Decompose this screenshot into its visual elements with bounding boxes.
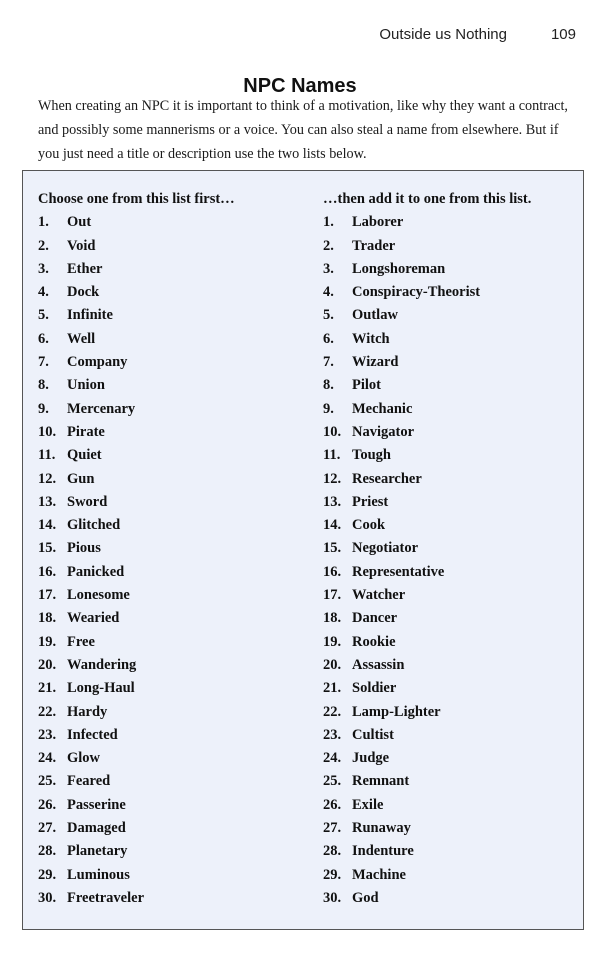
list-item [323,770,573,793]
list-item [38,398,308,421]
list-item [323,840,573,863]
list-item-text: Quiet [67,447,102,464]
list-item-number: 24. [38,750,57,767]
second-list-header: …then add it to one from this list. [323,191,532,207]
list-item-text: Priest [352,493,389,510]
list-item-text: Exile [352,796,384,813]
list-item-text: Judge [352,750,390,767]
list-item-number: 22. [323,703,342,720]
list-item-number: 4. [323,284,334,301]
list-item-text: Trader [352,237,396,254]
list-item-number: 9. [323,400,334,417]
list-item-number: 29. [38,866,57,883]
list-item-text: Navigator [352,423,415,440]
list-item-number: 9. [38,400,49,417]
list-item-text: Negotiator [352,540,419,557]
list-item [38,724,308,747]
list-item-text: Out [67,214,92,231]
list-item-text: Long-Haul [67,680,135,697]
list-item-number: 18. [38,610,57,627]
list-item-number: 15. [38,540,57,557]
list-item-number: 8. [323,377,334,394]
list-item [38,677,308,700]
first-list-rows [38,211,308,910]
list-item-number: 11. [323,447,341,464]
first-list-header: Choose one from this list first… [38,191,235,207]
list-item-text: Representative [352,563,445,580]
list-item [323,607,573,630]
list-item [323,421,573,444]
list-item-number: 6. [323,330,334,347]
list-item [323,794,573,817]
list-item [38,864,308,887]
list-item-number: 20. [323,656,342,673]
list-item-number: 21. [38,680,57,697]
list-item-number: 14. [38,517,57,534]
list-item-number: 19. [323,633,342,650]
page-number: 109 [550,26,576,43]
list-item [38,421,308,444]
list-item-number: 10. [38,423,57,440]
list-item-text: Laborer [352,214,404,231]
list-item [38,351,308,374]
list-item-number: 24. [323,750,342,767]
list-item-text: Luminous [67,866,130,883]
list-item-text: Longshoreman [352,260,446,277]
list-item-text: Ether [67,260,103,277]
list-item [38,747,308,770]
list-item [38,794,308,817]
list-item-number: 2. [38,237,49,254]
list-item-number: 17. [38,587,57,604]
list-item-text: Cook [352,517,386,534]
list-item [323,561,573,584]
list-item-number: 28. [38,843,57,860]
list-item-text: Passerine [67,796,126,813]
list-item-number: 7. [38,354,49,371]
list-item-number: 22. [38,703,57,720]
list-item-text: Company [67,354,128,371]
list-item [38,514,308,537]
list-item-text: Panicked [67,563,125,580]
list-item [323,258,573,281]
list-item-text: Machine [352,866,406,883]
list-item-number: 16. [38,563,57,580]
list-item-text: Hardy [67,703,108,720]
list-item-number: 25. [323,773,342,790]
list-item-number: 15. [323,540,342,557]
second-list [323,188,573,910]
list-item-number: 21. [323,680,342,697]
list-item-text: Watcher [352,587,406,604]
list-item-text: Conspiracy-Theorist [352,284,481,301]
list-item-text: Tough [352,447,391,464]
list-item-text: Lamp-Lighter [352,703,441,720]
list-item-text: Rookie [352,633,396,650]
list-item-number: 10. [323,423,342,440]
list-item-number: 7. [323,354,334,371]
list-item-number: 13. [323,493,342,510]
list-item [323,887,573,910]
list-item-text: Lonesome [67,587,130,604]
list-item-text: Mechanic [352,400,413,417]
list-item [323,864,573,887]
list-item [38,281,308,304]
intro-paragraph [38,94,578,166]
list-item-text: Researcher [352,470,422,487]
list-item-text: Dancer [352,610,398,627]
list-item-text: Soldier [352,680,397,697]
list-item-text: Pious [67,540,101,557]
list-item-number: 29. [323,866,342,883]
list-item-text: Glitched [67,517,121,534]
list-item [323,351,573,374]
list-item-number: 12. [323,470,342,487]
list-item-text: Wearied [67,610,120,627]
list-item [323,724,573,747]
list-item [323,468,573,491]
list-item-number: 13. [38,493,57,510]
list-item [38,607,308,630]
list-item-number: 6. [38,330,49,347]
list-item-text: Dock [67,284,100,301]
list-item [38,537,308,560]
list-item [323,211,573,234]
list-item [323,444,573,467]
list-item-number: 2. [323,237,334,254]
list-item [323,747,573,770]
list-item-text: Freetraveler [67,889,145,906]
list-item-text: Gun [67,470,95,487]
list-item [323,304,573,327]
intro-line: from elsewhere. But if you just need a title or description use the two lists below. [38,122,559,162]
list-item-number: 27. [323,820,342,837]
list-item [323,584,573,607]
list-item-text: Infected [67,726,118,743]
list-item-number: 1. [323,214,334,231]
list-item-number: 16. [323,563,342,580]
list-item-number: 8. [38,377,49,394]
list-item-number: 11. [38,447,56,464]
list-item-text: Planetary [67,843,128,860]
list-item [323,281,573,304]
list-item-text: Feared [67,773,111,790]
list-item-number: 23. [323,726,342,743]
list-item [38,701,308,724]
list-item [323,701,573,724]
list-item [323,514,573,537]
list-item [38,258,308,281]
list-item-number: 1. [38,214,49,231]
list-item [323,631,573,654]
running-title: Outside us Nothing [379,26,507,43]
first-list [38,188,308,910]
list-item [323,398,573,421]
section-title: NPC Names [243,75,357,97]
list-item [323,817,573,840]
list-item [38,770,308,793]
list-item-text: Pirate [67,423,105,440]
list-item [38,468,308,491]
list-item [38,491,308,514]
list-item-text: Pilot [352,377,381,394]
list-item-number: 23. [38,726,57,743]
list-item-number: 4. [38,284,49,301]
list-item-number: 17. [323,587,342,604]
list-item-text: Free [67,633,95,650]
intro-line: a contract, and possibly some mannerisms or a voice. You can also steal a name [38,98,568,138]
list-item-number: 5. [38,307,49,324]
list-item-text: Cultist [352,726,394,743]
list-item [323,491,573,514]
list-item-text: Infinite [67,307,113,324]
list-item-number: 25. [38,773,57,790]
list-item-text: Remnant [352,773,410,790]
list-item [38,304,308,327]
list-item-text: Wizard [352,354,399,371]
list-item-text: Void [67,237,96,254]
list-item [323,374,573,397]
list-item-number: 28. [323,843,342,860]
list-item-number: 30. [38,889,57,906]
list-item-text: Indenture [352,843,414,860]
list-item [323,677,573,700]
list-item [38,561,308,584]
list-item [38,887,308,910]
list-item [38,631,308,654]
list-item-number: 26. [323,796,342,813]
list-item-text: Sword [67,493,108,510]
list-item-number: 30. [323,889,342,906]
list-item-text: Mercenary [67,400,136,417]
list-item-number: 5. [323,307,334,324]
list-item-text: Runaway [352,820,411,837]
list-item-number: 27. [38,820,57,837]
list-item-number: 18. [323,610,342,627]
list-item [38,374,308,397]
list-item [38,584,308,607]
intro-line: When creating an NPC it is important to think of a motivation, like why they want [38,98,506,114]
list-item-text: Assassin [352,656,405,673]
list-item-number: 14. [323,517,342,534]
list-item-number: 3. [38,260,49,277]
list-item-text: Outlaw [352,307,398,324]
list-item [38,840,308,863]
list-item [38,328,308,351]
running-head [379,26,576,43]
list-item [38,235,308,258]
list-item [323,654,573,677]
list-item-text: Well [67,330,96,347]
list-item-number: 12. [38,470,57,487]
list-item-number: 26. [38,796,57,813]
list-item-text: Union [67,377,105,394]
list-item-text: Glow [67,750,101,767]
list-item [38,211,308,234]
list-item-number: 19. [38,633,57,650]
list-item [323,537,573,560]
npc-name-table [22,170,584,930]
list-item [38,817,308,840]
list-item [38,444,308,467]
list-item-number: 3. [323,260,334,277]
list-item-text: God [352,889,379,906]
list-item-text: Witch [352,330,390,347]
list-item-number: 20. [38,656,57,673]
list-item [323,235,573,258]
list-item-text: Damaged [67,820,126,837]
second-list-rows [323,211,573,910]
list-item [323,328,573,351]
list-item-text: Wandering [67,656,137,673]
list-item [38,654,308,677]
